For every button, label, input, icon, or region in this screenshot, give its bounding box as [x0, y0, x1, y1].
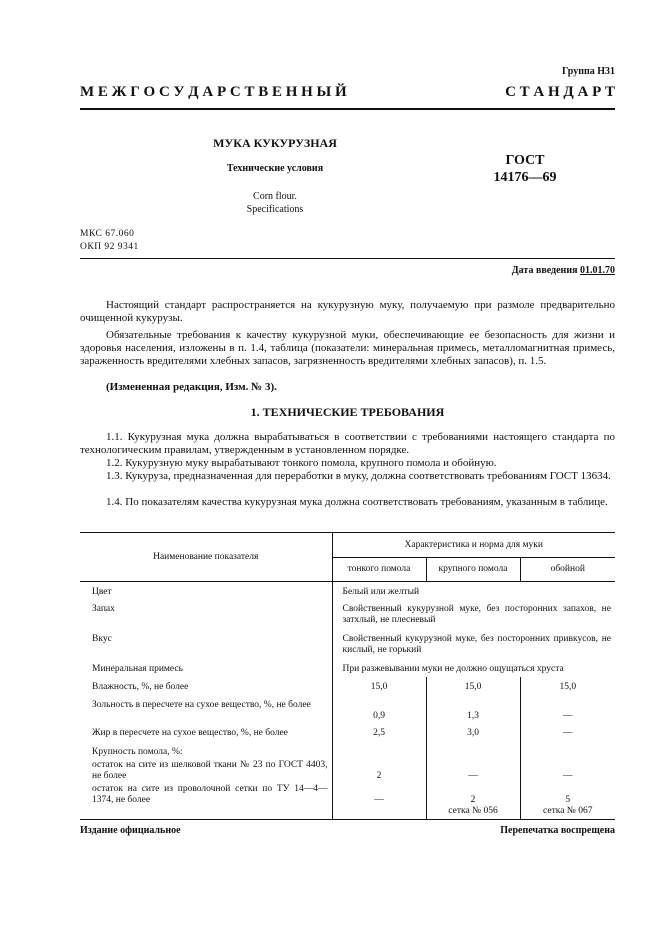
intro-date-label: Дата введения: [511, 265, 580, 276]
header-characteristics: Характеристика и норма для муки: [332, 533, 615, 558]
whole-value: 5: [565, 795, 571, 805]
row-whole: —: [520, 695, 615, 724]
amendment-note: (Измененная редакция, Изм. № 3).: [106, 381, 277, 393]
okp-code: ОКП 92 9341: [80, 242, 139, 252]
codes-rule: [80, 258, 615, 259]
coarse-value: 2: [470, 795, 476, 805]
row-value: Белый или желтый: [332, 582, 615, 601]
table-row: [80, 695, 615, 724]
footer-reprint: Перепечатка воспрещена: [500, 825, 615, 836]
row-fine: 2,5: [332, 724, 426, 741]
row-name: Зольность в пересчете на сухое вещество, %, не более: [92, 700, 311, 710]
intro-date-value: 01.01.70: [580, 265, 615, 276]
row-fine: —: [332, 784, 426, 820]
table-row: [80, 724, 615, 741]
row-fine: 15,0: [332, 677, 426, 695]
footer-official: Издание официальное: [80, 825, 181, 836]
table-row: [80, 784, 615, 820]
intro-date: [512, 265, 615, 276]
row-name: Запах: [92, 604, 115, 614]
table-row: [80, 741, 615, 760]
row-value: При разжевывании муки не должно ощущаться хруста: [332, 658, 615, 677]
standard-banner: [80, 84, 615, 101]
header-coarse: крупного помола: [426, 558, 520, 582]
row-name: остаток на сите из проволочной сетки по ТУ 14—4—1374, не более: [80, 784, 332, 820]
quality-table: [80, 532, 615, 820]
mks-code: МКС 67.060: [80, 229, 135, 239]
row-fine: 2: [332, 760, 426, 784]
header-fine: тонкого помола: [332, 558, 426, 582]
row-coarse: 15,0: [426, 677, 520, 695]
row-coarse: 3,0: [426, 724, 520, 741]
document-subtitle: Технические условия: [226, 163, 324, 174]
banner-word-2: С Т А Н Д А Р Т: [505, 84, 615, 100]
row-whole: —: [520, 724, 615, 741]
table-row: [80, 677, 615, 695]
row-whole: 15,0: [520, 677, 615, 695]
section-heading: 1. ТЕХНИЧЕСКИЕ ТРЕБОВАНИЯ: [250, 405, 445, 419]
clause-1-3: 1.3. Кукуруза, предназначенная для переработки в муку, должна соответствовать требованиям ГОСТ 13634.: [106, 470, 611, 482]
table-row: [80, 760, 615, 784]
banner-word-1: М Е Ж Г О С У Д А Р С Т В Е Н Н Ы Й: [80, 84, 347, 100]
row-name: Жир в пересчете на сухое вещество, %, не более: [92, 728, 288, 738]
row-name: Крупность помола, %:: [92, 747, 183, 757]
row-coarse: [426, 784, 520, 820]
row-name: Влажность, %, не более: [92, 682, 189, 692]
group-code: Группа Н31: [562, 66, 615, 77]
header-indicator-name: Наименование показателя: [80, 533, 332, 582]
coarse-mesh-note: сетка № 056: [448, 806, 498, 816]
row-name: остаток на сите из шелковой ткани № 23 по ГОСТ 4403, не более: [92, 760, 328, 781]
row-name: Вкус: [92, 634, 112, 644]
row-coarse: —: [426, 760, 520, 784]
clause-1-1: 1.1. Кукурузная мука должна вырабатываться в соответствии с требованиями настоящего стандарта по технологическим правилам, утвержденным в установленном порядке.: [80, 431, 615, 456]
top-rule: [80, 108, 615, 110]
row-name: Цвет: [92, 587, 112, 597]
gost-number: [470, 152, 580, 186]
table-row: [80, 600, 615, 628]
whole-mesh-note: сетка № 067: [543, 806, 593, 816]
gost-label: ГОСТ: [505, 153, 545, 168]
table-row: [80, 582, 615, 601]
row-fine: 0,9: [332, 695, 426, 724]
row-whole: —: [520, 760, 615, 784]
row-value: Свойственный кукурузной муке, без посторонних привкусов, не кислый, не горький: [332, 628, 615, 658]
table-row: [80, 658, 615, 677]
row-whole: [520, 784, 615, 820]
clause-1-4: 1.4. По показателям качества кукурузная мука должна соответствовать требованиям, указанным в таблице.: [106, 496, 608, 508]
document-title: МУКА КУКУРУЗНАЯ: [213, 136, 337, 150]
clause-1-2: 1.2. Кукурузную муку вырабатывают тонкого помола, крупного помола и обойную.: [106, 457, 497, 469]
header-whole: обойной: [520, 558, 615, 582]
english-subtitle: Specifications: [246, 204, 304, 215]
english-title: Corn flour.: [253, 191, 297, 202]
gost-code: 14176—69: [493, 170, 557, 185]
table-row: [80, 628, 615, 658]
row-coarse: 1,3: [426, 695, 520, 724]
row-name: Минеральная примесь: [92, 664, 183, 674]
intro-paragraph-1: Настоящий стандарт распространяется на кукурузную муку, получаемую при размоле предварительно очищенной кукурузы.: [80, 299, 615, 324]
intro-paragraph-2: Обязательные требования к качеству кукурузной муки, обеспечивающие ее безопасность для жизни и здоровья населения, изложены в п. 1.4, таблица (показатели: минеральная примесь, металломагнитная примесь, зараженность вредителями хлебных запасов, загрязненность вредителями хлебных запасов), п. 1.5.: [80, 329, 615, 367]
row-value: Свойственный кукурузной муке, без посторонних запахов, не затхлый, не плесневый: [332, 600, 615, 628]
